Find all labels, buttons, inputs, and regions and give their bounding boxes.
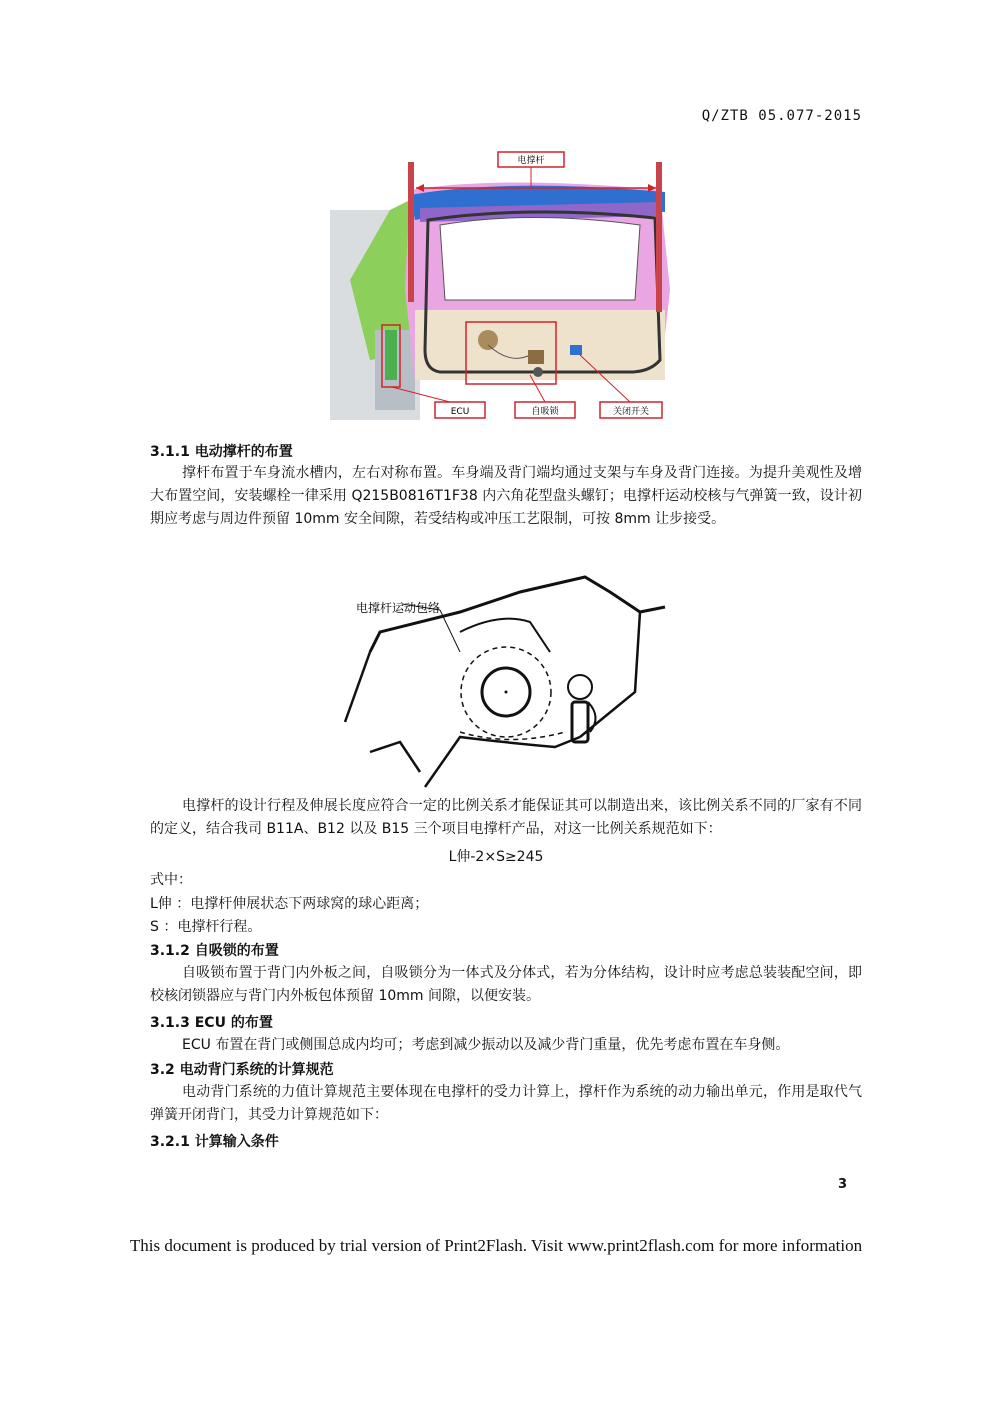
right-strut: [656, 162, 662, 312]
page-number: 3: [838, 1177, 848, 1192]
document-code: Q/ZTB 05.077-2015: [701, 108, 862, 124]
section-3-2-title: 3.2 电动背门系统的计算规范: [150, 1062, 334, 1078]
left-strut: [408, 162, 414, 302]
section-3-1-1-body: 撑杆布置于车身流水槽内，左右对称布置。车身端及背门端均通过支架与车身及背门连接。为提升美观性及增大布置空间，安装螺栓一律采用 Q215B0816T1F38 内六角花型盘头螺钉；电撑杆运动校核与气弹簧一致，设计初期应考虑与周边件预留 10mm 安全间隙，若受结构或冲压工艺限制，可按 8mm 让步接受。: [150, 465, 862, 527]
section-3-1-3-body: ECU 布置在背门或侧围总成内均可；考虑到减少振动以及减少背门重量，优先考虑布置在车身侧。: [182, 1037, 790, 1053]
callout-self-suction-lock: 自吸锁: [531, 407, 559, 417]
section-3-1-3-title: 3.1.3 ECU 的布置: [150, 1015, 273, 1031]
section-3-1-1-title: 3.1.1 电动撑杆的布置: [150, 444, 293, 460]
tailgate-layout-figure: [330, 150, 680, 428]
strut-envelope-figure: [340, 572, 670, 792]
callout-ecu: ECU: [450, 407, 470, 417]
where-label: 式中：: [150, 872, 192, 888]
section-3-2-1-title: 3.2.1 计算输入条件: [150, 1134, 279, 1150]
strut-label: 电撑杆: [517, 156, 545, 166]
section-3-1-2-body: 自吸锁布置于背门内外板之间，自吸锁分为一体式及分体式，若为分体结构，设计时应考虑总装装配空间，即校核闭锁器应与背门内外板包体预留 10mm 间隙，以便安装。: [150, 965, 862, 1004]
trial-watermark-footer: This document is produced by trial version of Print2Flash. Visit www.print2flash.com for more information: [129, 1236, 863, 1255]
definition-s: S ：电撑杆行程。: [150, 919, 262, 935]
section-3-1-2-title: 3.1.2 自吸锁的布置: [150, 943, 279, 959]
callout-close-switch: 关闭开关: [612, 407, 650, 417]
window-opening: [440, 218, 640, 301]
section-3-2-body: 电动背门系统的力值计算规范主要体现在电撑杆的受力计算上，撑杆作为系统的动力输出单元，作用是取代气弹簧开闭背门，其受力计算规范如下：: [150, 1084, 862, 1123]
ratio-paragraph: 电撑杆的设计行程及伸展长度应符合一定的比例关系才能保证其可以制造出来，该比例关系不同的厂家有不同的定义，结合我司 B11A、B12 以及 B15 三个项目电撑杆产品，对这一比例关系规范如下：: [150, 798, 862, 837]
ratio-formula: L伸-2×S≥245: [448, 849, 544, 865]
definition-l: L伸 ：电撑杆伸展状态下两球窝的球心距离；: [150, 896, 429, 912]
envelope-label: 电撑杆运动包络: [356, 601, 441, 615]
